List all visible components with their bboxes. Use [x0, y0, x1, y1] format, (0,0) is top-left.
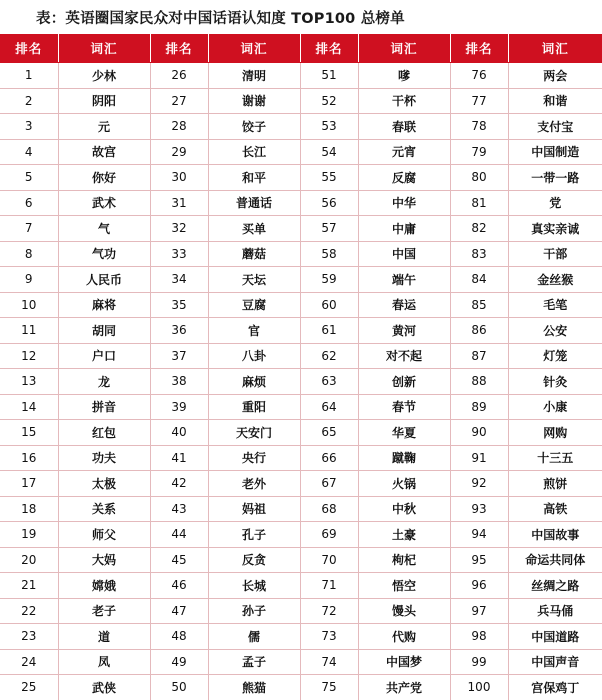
table-row — [0, 496, 602, 522]
rank-cell: 52 — [300, 88, 358, 114]
word-cell: 中秋 — [358, 496, 450, 522]
word-cell: 金丝猴 — [508, 267, 602, 293]
rank-cell: 33 — [150, 241, 208, 267]
rank-cell: 2 — [0, 88, 58, 114]
word-cell: 宫保鸡丁 — [531, 680, 580, 695]
word-cell: 嗲 — [358, 63, 450, 89]
rank-cell: 24 — [0, 649, 58, 675]
rank-cell: 53 — [300, 114, 358, 140]
rank-cell: 59 — [300, 267, 358, 293]
word-cell: 麻烦 — [208, 369, 300, 395]
rank-cell: 42 — [150, 471, 208, 497]
word-cell: 故宫 — [58, 139, 150, 165]
rank-cell: 84 — [450, 267, 508, 293]
rank-cell: 61 — [300, 318, 358, 344]
rank-cell: 37 — [150, 343, 208, 369]
word-cell: 老子 — [58, 598, 150, 624]
rank-cell: 100 — [450, 675, 508, 700]
word-cell: 反贪 — [208, 547, 300, 573]
table-row — [0, 471, 602, 497]
rank-cell: 19 — [0, 522, 58, 548]
word-cell: 天安门 — [208, 420, 300, 446]
word-cell: 天坛 — [208, 267, 300, 293]
rank-cell: 21 — [0, 573, 58, 599]
word-cell: 功夫 — [58, 445, 150, 471]
rank-cell: 41 — [150, 445, 208, 471]
rank-cell: 7 — [0, 216, 58, 242]
rank-cell: 49 — [150, 649, 208, 675]
rank-cell: 6 — [0, 190, 58, 216]
rank-cell: 31 — [150, 190, 208, 216]
word-cell: 元宵 — [358, 139, 450, 165]
word-cell: 反腐 — [358, 165, 450, 191]
rank-cell: 25 — [0, 675, 58, 700]
word-cell: 和平 — [208, 165, 300, 191]
word-cell: 蹴鞠 — [358, 445, 450, 471]
rank-cell: 91 — [450, 445, 508, 471]
word-cell: 对不起 — [358, 343, 450, 369]
table-row — [0, 420, 602, 446]
table-row — [0, 88, 602, 114]
word-cell: 八卦 — [208, 343, 300, 369]
table-header-row — [0, 34, 602, 63]
rank-cell: 13 — [0, 369, 58, 395]
rank-cell: 14 — [0, 394, 58, 420]
word-cell: 中国制造 — [508, 139, 602, 165]
rank-cell: 35 — [150, 292, 208, 318]
rank-cell: 78 — [450, 114, 508, 140]
word-cell: 一带一路 — [508, 165, 602, 191]
rank-cell: 62 — [300, 343, 358, 369]
word-cell: 春节 — [358, 394, 450, 420]
table-row — [0, 292, 602, 318]
rank-cell: 5 — [0, 165, 58, 191]
rank-cell: 22 — [0, 598, 58, 624]
word-cell: 道 — [58, 624, 150, 650]
word-cell: 中庸 — [358, 216, 450, 242]
word-cell: 中国 — [358, 241, 450, 267]
column-header-word-1: 词汇 — [58, 34, 150, 63]
word-cell: 针灸 — [508, 369, 602, 395]
rank-cell: 11 — [0, 318, 58, 344]
table-row — [0, 139, 602, 165]
word-cell: 户口 — [58, 343, 150, 369]
word-cell: 豆腐 — [208, 292, 300, 318]
rank-cell: 76 — [450, 63, 508, 89]
table-row — [0, 675, 602, 700]
word-cell: 灯笼 — [508, 343, 602, 369]
word-cell: 春运 — [358, 292, 450, 318]
rank-cell: 48 — [150, 624, 208, 650]
table-row — [0, 369, 602, 395]
rank-cell: 69 — [300, 522, 358, 548]
word-cell: 拼音 — [58, 394, 150, 420]
rank-cell: 60 — [300, 292, 358, 318]
table-caption — [0, 0, 602, 34]
rank-cell: 26 — [150, 63, 208, 89]
rank-cell: 89 — [450, 394, 508, 420]
rank-cell: 73 — [300, 624, 358, 650]
word-cell: 毛笔 — [508, 292, 602, 318]
rank-cell: 80 — [450, 165, 508, 191]
word-cell: 长城 — [208, 573, 300, 599]
rank-cell: 56 — [300, 190, 358, 216]
rank-cell: 94 — [450, 522, 508, 548]
table-row — [0, 165, 602, 191]
rank-cell: 74 — [300, 649, 358, 675]
rank-cell: 51 — [300, 63, 358, 89]
rank-cell: 81 — [450, 190, 508, 216]
page-title: 表：英语圈国家民众对中国话语认知度 TOP100 总榜单 — [36, 10, 405, 27]
word-cell: 长江 — [208, 139, 300, 165]
rank-cell: 77 — [450, 88, 508, 114]
word-cell: 武术 — [58, 190, 150, 216]
word-cell: 妈祖 — [208, 496, 300, 522]
word-cell: 买单 — [208, 216, 300, 242]
word-cell: 蘑菇 — [208, 241, 300, 267]
word-cell: 中国故事 — [508, 522, 602, 548]
word-cell: 少林 — [58, 63, 150, 89]
rank-cell: 23 — [0, 624, 58, 650]
word-cell: 凤 — [58, 649, 150, 675]
word-cell: 枸杞 — [358, 547, 450, 573]
word-cell: 代购 — [358, 624, 450, 650]
rank-cell: 83 — [450, 241, 508, 267]
word-cell: 兵马俑 — [508, 598, 602, 624]
rank-cell: 46 — [150, 573, 208, 599]
word-cell: 十三五 — [508, 445, 602, 471]
rank-cell: 43 — [150, 496, 208, 522]
word-cell: 黄河 — [358, 318, 450, 344]
word-cell: 馒头 — [358, 598, 450, 624]
word-cell: 华夏 — [358, 420, 450, 446]
table-row — [0, 267, 602, 293]
table-header — [0, 34, 602, 63]
word-cell: 太极 — [58, 471, 150, 497]
rank-cell: 3 — [0, 114, 58, 140]
word-cell: 饺子 — [208, 114, 300, 140]
word-cell: 端午 — [358, 267, 450, 293]
word-cell: 真实亲诚 — [508, 216, 602, 242]
rank-cell: 40 — [150, 420, 208, 446]
word-cell: 两会 — [508, 63, 602, 89]
rank-cell: 93 — [450, 496, 508, 522]
rank-cell: 98 — [450, 624, 508, 650]
rank-cell: 39 — [150, 394, 208, 420]
table-row — [0, 522, 602, 548]
rank-cell: 67 — [300, 471, 358, 497]
word-cell: 清明 — [208, 63, 300, 89]
rank-cell: 68 — [300, 496, 358, 522]
column-header-word-4: 词汇 — [508, 34, 602, 63]
rank-cell: 88 — [450, 369, 508, 395]
rank-cell: 99 — [450, 649, 508, 675]
column-header-rank-3: 排名 — [300, 34, 358, 63]
rank-cell: 4 — [0, 139, 58, 165]
table-row — [0, 445, 602, 471]
rank-cell: 79 — [450, 139, 508, 165]
word-cell: 干部 — [508, 241, 602, 267]
table-row — [0, 318, 602, 344]
rank-cell: 30 — [150, 165, 208, 191]
column-header-word-2: 词汇 — [208, 34, 300, 63]
rank-cell: 34 — [150, 267, 208, 293]
table-row — [0, 573, 602, 599]
table-row — [0, 114, 602, 140]
word-cell: 谢谢 — [208, 88, 300, 114]
rank-cell: 15 — [0, 420, 58, 446]
rank-cell: 44 — [150, 522, 208, 548]
rank-cell: 86 — [450, 318, 508, 344]
word-cell: 元 — [58, 114, 150, 140]
word-cell: 火锅 — [358, 471, 450, 497]
word-cell: 网购 — [508, 420, 602, 446]
rank-cell: 47 — [150, 598, 208, 624]
word-cell: 干杯 — [358, 88, 450, 114]
rank-cell: 10 — [0, 292, 58, 318]
rank-cell: 64 — [300, 394, 358, 420]
word-cell: 中国声音 — [508, 649, 602, 675]
rank-cell: 54 — [300, 139, 358, 165]
table-row — [0, 547, 602, 573]
rank-cell: 29 — [150, 139, 208, 165]
table-row — [0, 649, 602, 675]
table-row — [0, 624, 602, 650]
word-cell: 龙 — [58, 369, 150, 395]
word-cell: 熊猫 — [208, 675, 300, 700]
word-cell: 高铁 — [508, 496, 602, 522]
rank-table — [0, 34, 602, 700]
word-cell: 官 — [208, 318, 300, 344]
rank-cell: 17 — [0, 471, 58, 497]
word-cell: 煎饼 — [508, 471, 602, 497]
rank-cell: 95 — [450, 547, 508, 573]
rank-cell: 71 — [300, 573, 358, 599]
rank-cell: 36 — [150, 318, 208, 344]
word-cell: 和谐 — [508, 88, 602, 114]
word-cell: 孙子 — [208, 598, 300, 624]
column-header-rank-1: 排名 — [0, 34, 58, 63]
rank-cell: 70 — [300, 547, 358, 573]
word-cell: 麻将 — [58, 292, 150, 318]
rank-cell: 45 — [150, 547, 208, 573]
word-cell: 孟子 — [208, 649, 300, 675]
word-cell: 红包 — [58, 420, 150, 446]
rank-cell: 18 — [0, 496, 58, 522]
word-cell: 党 — [508, 190, 602, 216]
word-cell: 中国道路 — [508, 624, 602, 650]
rank-cell: 58 — [300, 241, 358, 267]
word-cell: 嫦娥 — [58, 573, 150, 599]
rank-cell: 97 — [450, 598, 508, 624]
column-header-word-3: 词汇 — [358, 34, 450, 63]
word-cell: 中国梦 — [358, 649, 450, 675]
table-row — [0, 598, 602, 624]
word-cell: 共产党 — [358, 675, 450, 700]
word-cell: 普通话 — [208, 190, 300, 216]
column-header-rank-2: 排名 — [150, 34, 208, 63]
rank-cell: 92 — [450, 471, 508, 497]
rank-cell: 75 — [300, 675, 358, 700]
rank-cell: 16 — [0, 445, 58, 471]
rank-cell: 20 — [0, 547, 58, 573]
word-cell: 人民币 — [58, 267, 150, 293]
word-cell: 气功 — [58, 241, 150, 267]
rank-cell: 65 — [300, 420, 358, 446]
table-row — [0, 343, 602, 369]
rank-cell: 96 — [450, 573, 508, 599]
table-row — [0, 394, 602, 420]
word-cell: 公安 — [508, 318, 602, 344]
table-row — [0, 241, 602, 267]
rank-cell: 66 — [300, 445, 358, 471]
word-cell: 儒 — [208, 624, 300, 650]
rank-cell: 55 — [300, 165, 358, 191]
word-cell: 悟空 — [358, 573, 450, 599]
table-row — [0, 190, 602, 216]
rank-cell: 8 — [0, 241, 58, 267]
word-cell: 创新 — [358, 369, 450, 395]
word-cell: 中华 — [358, 190, 450, 216]
word-cell: 支付宝 — [508, 114, 602, 140]
rank-cell: 87 — [450, 343, 508, 369]
table-row — [0, 216, 602, 242]
word-cell: 重阳 — [208, 394, 300, 420]
word-cell: 小康 — [508, 394, 602, 420]
word-cell: 气 — [58, 216, 150, 242]
rank-cell: 85 — [450, 292, 508, 318]
word-cell: 师父 — [58, 522, 150, 548]
rank-cell: 12 — [0, 343, 58, 369]
word-cell: 命运共同体 — [508, 547, 602, 573]
table-body — [0, 63, 602, 700]
rank-cell: 28 — [150, 114, 208, 140]
word-cell: 你好 — [58, 165, 150, 191]
word-cell: 老外 — [208, 471, 300, 497]
rank-cell: 72 — [300, 598, 358, 624]
rank-cell: 63 — [300, 369, 358, 395]
rank-cell: 9 — [0, 267, 58, 293]
word-cell: 央行 — [208, 445, 300, 471]
rank-cell: 90 — [450, 420, 508, 446]
column-header-rank-4: 排名 — [450, 34, 508, 63]
table-row — [0, 63, 602, 89]
word-cell: 关系 — [58, 496, 150, 522]
word-cell: 阴阳 — [58, 88, 150, 114]
word-cell: 胡同 — [58, 318, 150, 344]
rank-cell: 1 — [0, 63, 58, 89]
rank-cell: 32 — [150, 216, 208, 242]
rank-cell: 82 — [450, 216, 508, 242]
rank-cell: 57 — [300, 216, 358, 242]
rank-cell: 50 — [150, 675, 208, 700]
word-cell: 大妈 — [58, 547, 150, 573]
word-cell: 春联 — [358, 114, 450, 140]
word-cell: 土豪 — [358, 522, 450, 548]
word-cell: 武侠 — [58, 675, 150, 700]
rank-cell: 38 — [150, 369, 208, 395]
word-cell: 孔子 — [208, 522, 300, 548]
rank-cell: 27 — [150, 88, 208, 114]
word-cell: 丝绸之路 — [508, 573, 602, 599]
